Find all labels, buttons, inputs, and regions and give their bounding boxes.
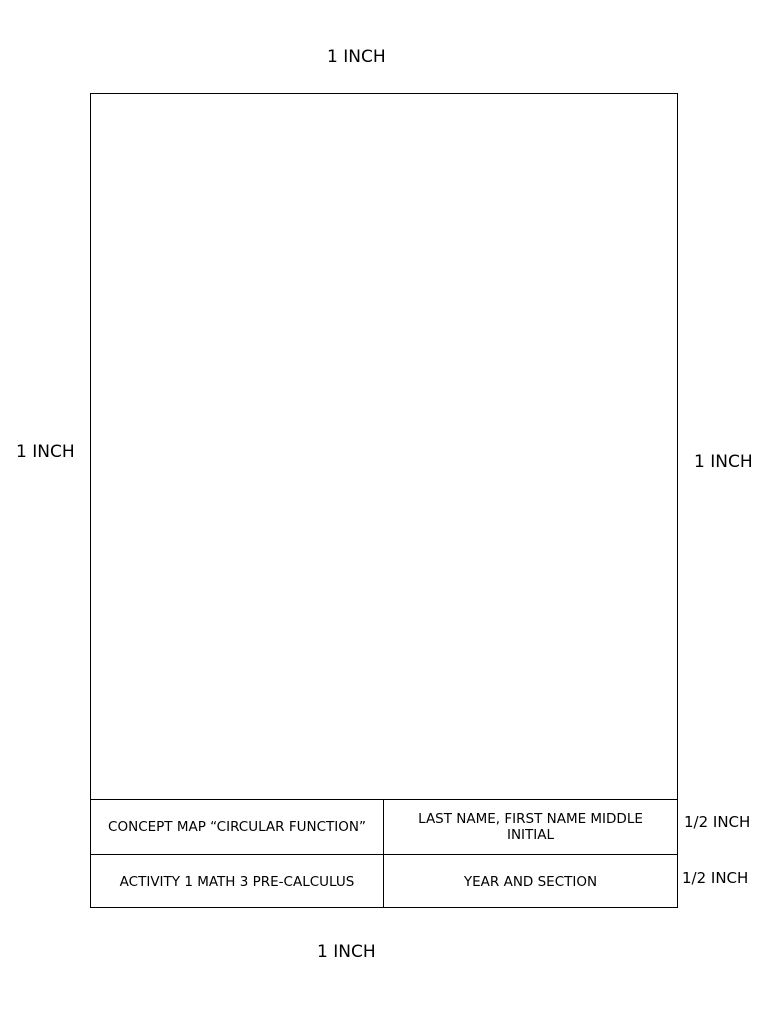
top-margin-label: 1 INCH <box>327 47 386 67</box>
title-block <box>91 799 677 907</box>
row2-height-label: 1/2 INCH <box>682 869 749 887</box>
page-border <box>90 93 678 908</box>
name-cell: LAST NAME, FIRST NAME MIDDLE INITIAL <box>418 811 643 843</box>
activity-cell: ACTIVITY 1 MATH 3 PRE-CALCULUS <box>91 854 384 908</box>
row1-height-label: 1/2 INCH <box>684 813 751 831</box>
bottom-margin-label: 1 INCH <box>317 942 376 962</box>
left-margin-label: 1 INCH <box>16 442 75 462</box>
content-area <box>91 94 677 799</box>
title-cell: CONCEPT MAP “CIRCULAR FUNCTION” <box>91 800 384 854</box>
right-margin-label: 1 INCH <box>694 452 753 472</box>
year-section-cell: YEAR AND SECTION <box>384 854 677 908</box>
